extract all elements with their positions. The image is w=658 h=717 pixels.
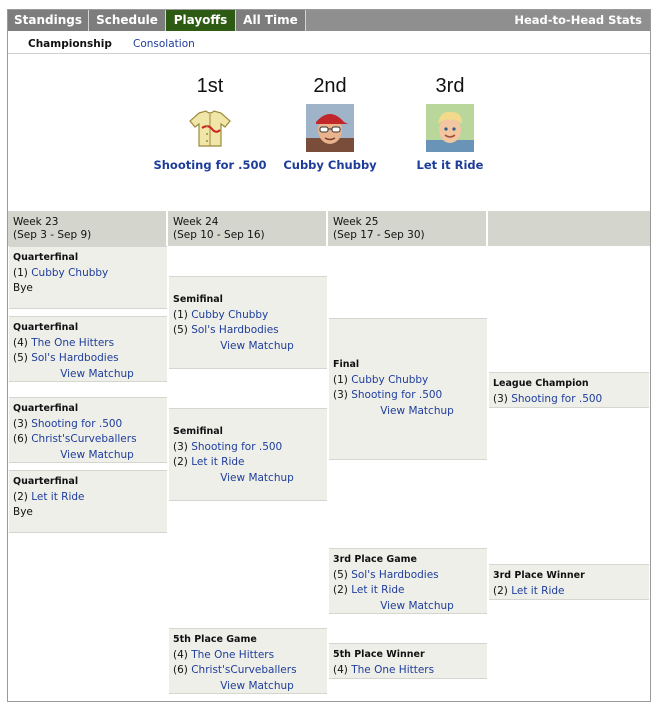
week-name: Week 25	[333, 216, 379, 228]
game-title: 3rd Place Winner	[493, 570, 585, 581]
league-champion-box	[489, 372, 649, 408]
seed: (3)	[173, 440, 188, 453]
first-place-team[interactable]: Shooting for .500	[153, 158, 267, 172]
place-label: 1st	[196, 75, 224, 97]
seed: (3)	[333, 389, 348, 401]
seed: (1)	[173, 308, 188, 321]
seed: (2)	[493, 584, 508, 597]
game-title: 5th Place Game	[173, 634, 257, 645]
blond-guy-avatar	[426, 104, 474, 152]
subtab-championship[interactable]: Championship	[28, 38, 112, 50]
tab-standings[interactable]: Standings	[8, 10, 89, 31]
seed: (5)	[173, 324, 188, 336]
seed: (2)	[13, 490, 28, 503]
podium-first	[140, 75, 280, 172]
team-link[interactable]: Let it Ride	[351, 584, 405, 596]
game-title: Semifinal	[173, 294, 223, 305]
place-label: 3rd	[435, 75, 465, 97]
team-link[interactable]: Let it Ride	[31, 490, 85, 503]
tab-schedule[interactable]: Schedule	[89, 10, 166, 31]
view-matchup-link[interactable]: View Matchup	[380, 599, 454, 612]
seed: (1)	[13, 266, 28, 279]
second-place-team[interactable]: Cubby Chubby	[283, 158, 377, 172]
week-name: Week 23	[13, 216, 59, 228]
podium-second	[260, 75, 400, 172]
seed: (5)	[333, 568, 348, 581]
seed: (6)	[173, 664, 188, 676]
week-header-empty	[488, 211, 650, 246]
team-link[interactable]: The One Hitters	[191, 648, 275, 661]
team-link[interactable]: Cubby Chubby	[351, 373, 429, 386]
week-range: (Sep 10 - Sep 16)	[173, 229, 265, 241]
view-matchup-link[interactable]: View Matchup	[60, 367, 134, 380]
league-type-label: Head-to-Head Stats	[514, 13, 642, 27]
game-title: League Champion	[493, 378, 589, 389]
main-tab-bar	[8, 10, 650, 31]
playoffs-panel	[7, 9, 651, 702]
team-link[interactable]: Sol's Hardbodies	[191, 324, 279, 336]
third-place-game-box	[329, 548, 487, 614]
quarterfinal-box	[9, 470, 167, 533]
cap-guy-avatar	[306, 104, 354, 152]
game-title: Quarterfinal	[13, 322, 79, 333]
game-title: Quarterfinal	[13, 403, 79, 414]
team-link[interactable]: Sol's Hardbodies	[351, 568, 439, 581]
team-link[interactable]: Shooting for .500	[31, 417, 123, 430]
seed: (2)	[333, 584, 348, 596]
semifinal-box	[169, 276, 327, 369]
team-link[interactable]: Sol's Hardbodies	[31, 352, 119, 364]
team-link[interactable]: Christ'sCurveballers	[191, 664, 297, 676]
game-title: 3rd Place Game	[333, 554, 417, 565]
view-matchup-link[interactable]: View Matchup	[220, 679, 294, 692]
tab-all-time[interactable]: All Time	[236, 10, 306, 31]
place-label: 2nd	[313, 75, 347, 97]
team-link[interactable]: Cubby Chubby	[31, 266, 109, 279]
team-link[interactable]: Shooting for .500	[511, 392, 603, 405]
third-place-team[interactable]: Let it Ride	[416, 158, 484, 172]
team-link[interactable]: Let it Ride	[511, 584, 565, 597]
team-link[interactable]: Christ'sCurveballers	[31, 433, 137, 445]
seed: (3)	[13, 417, 28, 430]
semifinal-box	[169, 408, 327, 501]
game-title: Quarterfinal	[13, 476, 79, 487]
subtab-consolation[interactable]: Consolation	[133, 38, 195, 50]
quarterfinal-box	[9, 246, 167, 309]
view-matchup-link[interactable]: View Matchup	[60, 448, 134, 461]
quarterfinal-box	[9, 316, 167, 382]
view-matchup-link[interactable]: View Matchup	[220, 471, 294, 484]
jersey-icon	[186, 104, 234, 152]
view-matchup-link[interactable]: View Matchup	[380, 404, 454, 417]
podium-third	[380, 75, 520, 172]
quarterfinal-box	[9, 397, 167, 463]
team-link[interactable]: Cubby Chubby	[191, 308, 269, 321]
team-link[interactable]: The One Hitters	[31, 336, 115, 349]
bye-label: Bye	[13, 506, 33, 518]
team-link[interactable]: Shooting for .500	[351, 389, 443, 401]
week-name: Week 24	[173, 216, 219, 228]
third-place-winner-box	[489, 564, 649, 600]
seed: (1)	[333, 373, 348, 386]
seed: (2)	[173, 456, 188, 468]
week-header	[168, 211, 328, 246]
game-title: Semifinal	[173, 426, 223, 437]
week-range: (Sep 3 - Sep 9)	[13, 229, 92, 241]
seed: (6)	[13, 433, 28, 445]
fifth-place-winner-box	[329, 643, 487, 679]
game-title: Final	[333, 359, 360, 370]
week-range: (Sep 17 - Sep 30)	[333, 229, 425, 241]
week-header	[8, 211, 168, 246]
team-link[interactable]: Let it Ride	[191, 456, 245, 468]
week-header	[328, 211, 488, 246]
seed: (4)	[333, 663, 348, 676]
seed: (5)	[13, 352, 28, 364]
seed: (4)	[13, 336, 28, 349]
team-link[interactable]: The One Hitters	[351, 663, 435, 676]
bye-label: Bye	[13, 282, 33, 294]
team-link[interactable]: Shooting for .500	[191, 440, 283, 453]
seed: (4)	[173, 648, 188, 661]
game-title: 5th Place Winner	[333, 649, 425, 660]
seed: (3)	[493, 392, 508, 405]
fifth-place-game-box	[169, 628, 327, 694]
playoff-subtabs	[8, 31, 650, 54]
view-matchup-link[interactable]: View Matchup	[220, 339, 294, 352]
tab-playoffs[interactable]: Playoffs	[166, 10, 236, 31]
final-box	[329, 318, 487, 460]
game-title: Quarterfinal	[13, 252, 79, 263]
